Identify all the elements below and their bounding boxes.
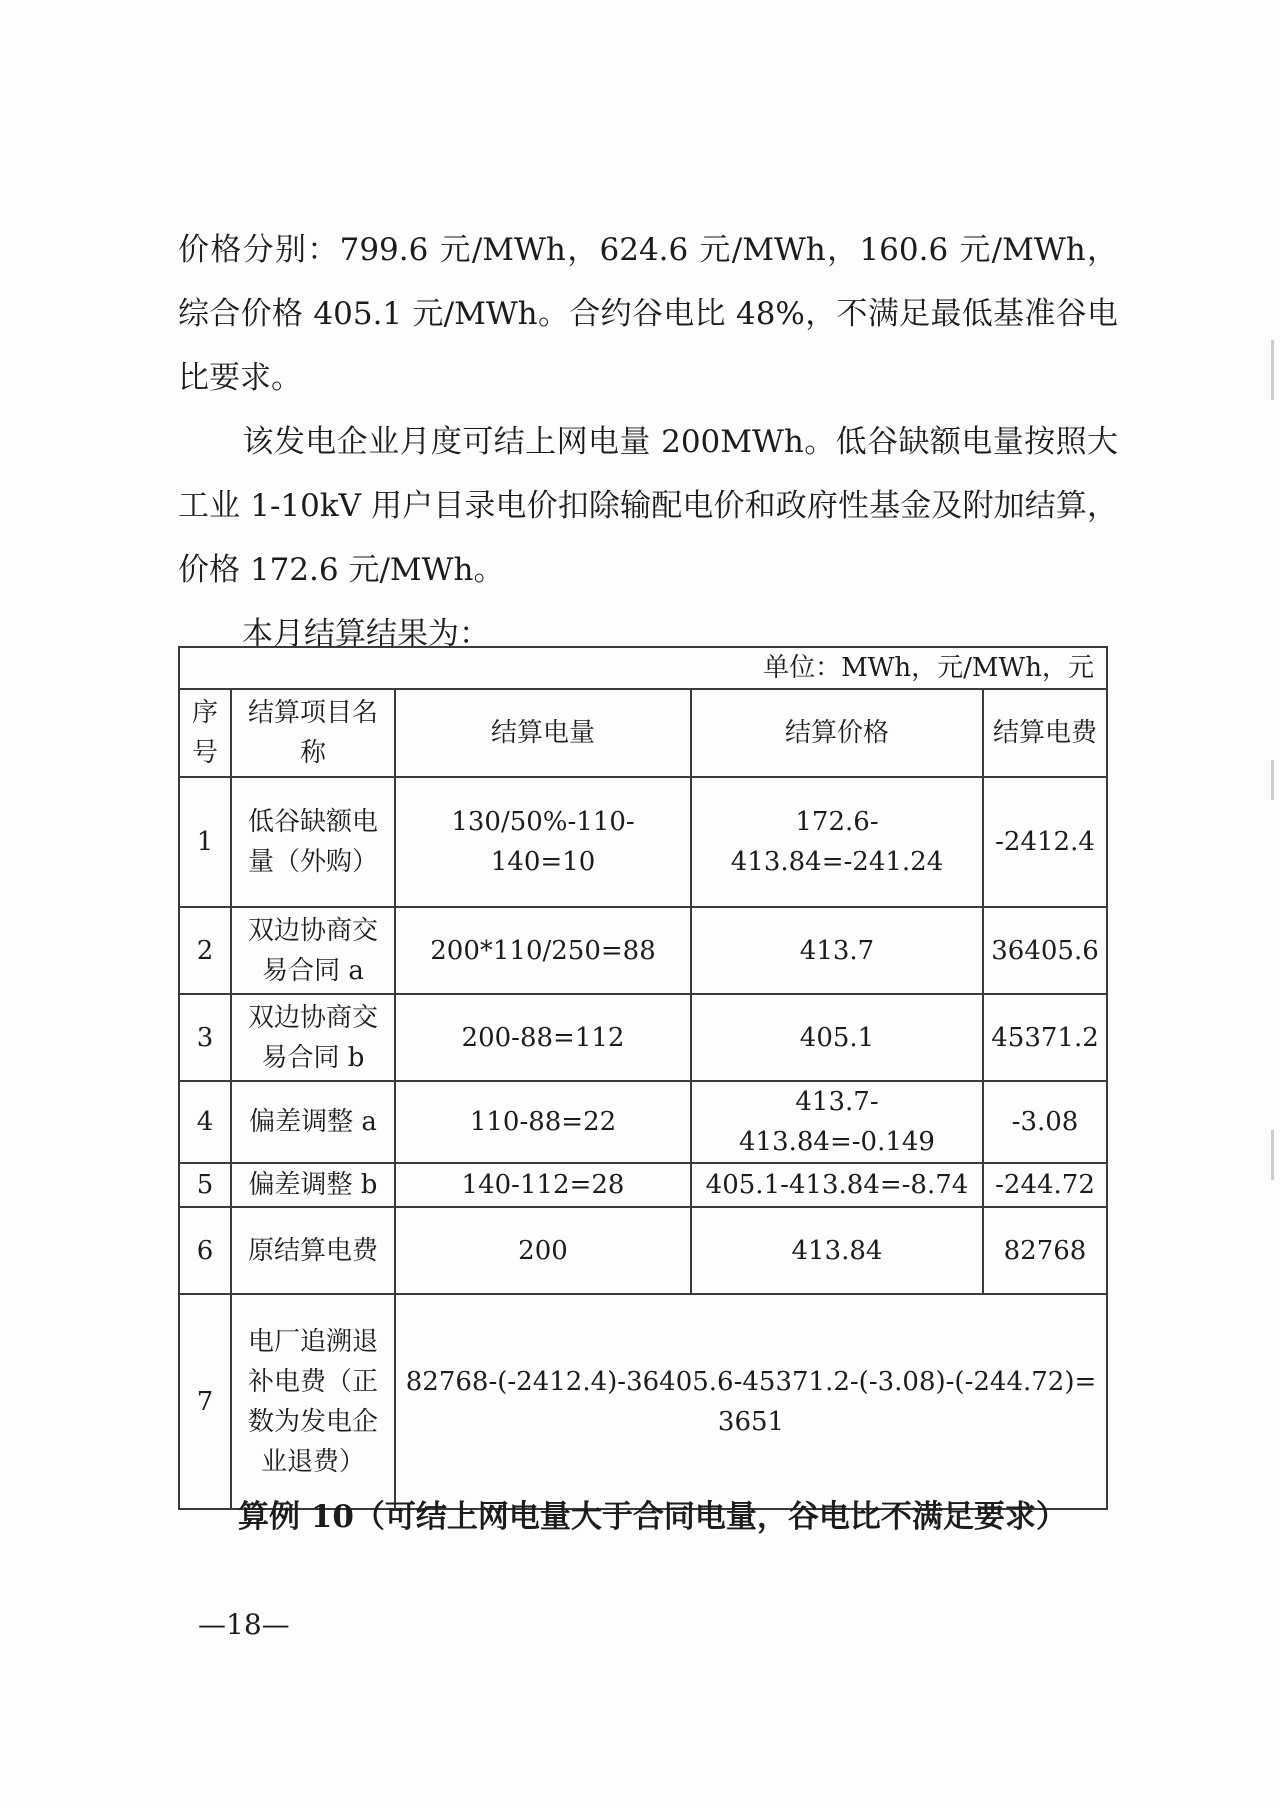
row-seq: 5 [179,1163,231,1207]
row-qty: 140-112=28 [395,1163,691,1207]
row-qty: 200-88=112 [395,994,691,1081]
paragraph-result-intro-text: 本月结算结果为： [242,616,490,652]
row-name: 偏差调整 b [231,1163,395,1207]
page-number: —18— [198,1608,290,1641]
unit-row [179,647,1107,689]
row-price: 413.7-413.84=-0.149 [691,1081,983,1163]
row-qty: 110-88=22 [395,1081,691,1163]
row-seq: 1 [179,777,231,907]
row-qty: 200*110/250=88 [395,907,691,994]
row-fee: 82768 [983,1207,1107,1294]
row-price: 405.1-413.84=-8.74 [691,1163,983,1207]
table-row [179,1163,1107,1207]
row-seq: 7 [179,1294,231,1509]
row-name: 低谷缺额电量（外购） [231,777,395,907]
row-seq: 6 [179,1207,231,1294]
row-seq: 3 [179,994,231,1081]
header-name: 结算项目名称 [231,689,395,777]
table-row [179,1081,1107,1163]
row-price: 172.6-413.84=-241.24 [691,777,983,907]
paragraph-settlement-basis [178,410,1118,602]
table-row [179,777,1107,907]
row-name: 电厂追溯退补电费（正数为发电企业退费） [231,1294,395,1509]
row-fee: 36405.6 [983,907,1107,994]
header-seq: 序号 [179,689,231,777]
scan-edge-mark [1271,1130,1274,1180]
row-name: 双边协商交易合同 b [231,994,395,1081]
unit-label: 单位：MWh，元/MWh，元 [179,647,1107,689]
scan-edge-mark [1271,760,1274,800]
row-fee: 45371.2 [983,994,1107,1081]
row-fee: -244.72 [983,1163,1107,1207]
paragraph-settlement-basis-text: 该发电企业月度可结上网电量 200MWh。低谷缺额电量按照大工业 1-10kV 用户目录电价扣除输配电价和政府性基金及附加结算，价格 172.6 元/MWh。 [178,424,1118,588]
row-price: 405.1 [691,994,983,1081]
header-row [179,689,1107,777]
table-row [179,1207,1107,1294]
scan-edge-mark [1271,340,1274,400]
row-fee: -2412.4 [983,777,1107,907]
table-row-total [179,1294,1107,1509]
row-price: 413.7 [691,907,983,994]
row-seq: 2 [179,907,231,994]
example-caption: 算例 10（可结上网电量大于合同电量，谷电比不满足要求） [238,1499,1067,1535]
header-fee: 结算电费 [983,689,1107,777]
row-name: 双边协商交易合同 a [231,907,395,994]
row-qty: 130/50%-110-140=10 [395,777,691,907]
row-price: 413.84 [691,1207,983,1294]
row-qty: 200 [395,1207,691,1294]
row-name: 偏差调整 a [231,1081,395,1163]
row-name: 原结算电费 [231,1207,395,1294]
paragraph-prices: 价格分别：799.6 元/MWh，624.6 元/MWh，160.6 元/MWh，综合价格 405.1 元/MWh。合约谷电比 48%，不满足最低基准谷电比要求。 [178,232,1118,396]
row-formula: 82768-(-2412.4)-36405.6-45371.2-(-3.08)-(-244.72)=3651 [395,1294,1107,1509]
settlement-table [178,646,1108,1510]
table-row [179,994,1107,1081]
header-price: 结算价格 [691,689,983,777]
row-fee: -3.08 [983,1081,1107,1163]
header-qty: 结算电量 [395,689,691,777]
table-row [179,907,1107,994]
row-seq: 4 [179,1081,231,1163]
